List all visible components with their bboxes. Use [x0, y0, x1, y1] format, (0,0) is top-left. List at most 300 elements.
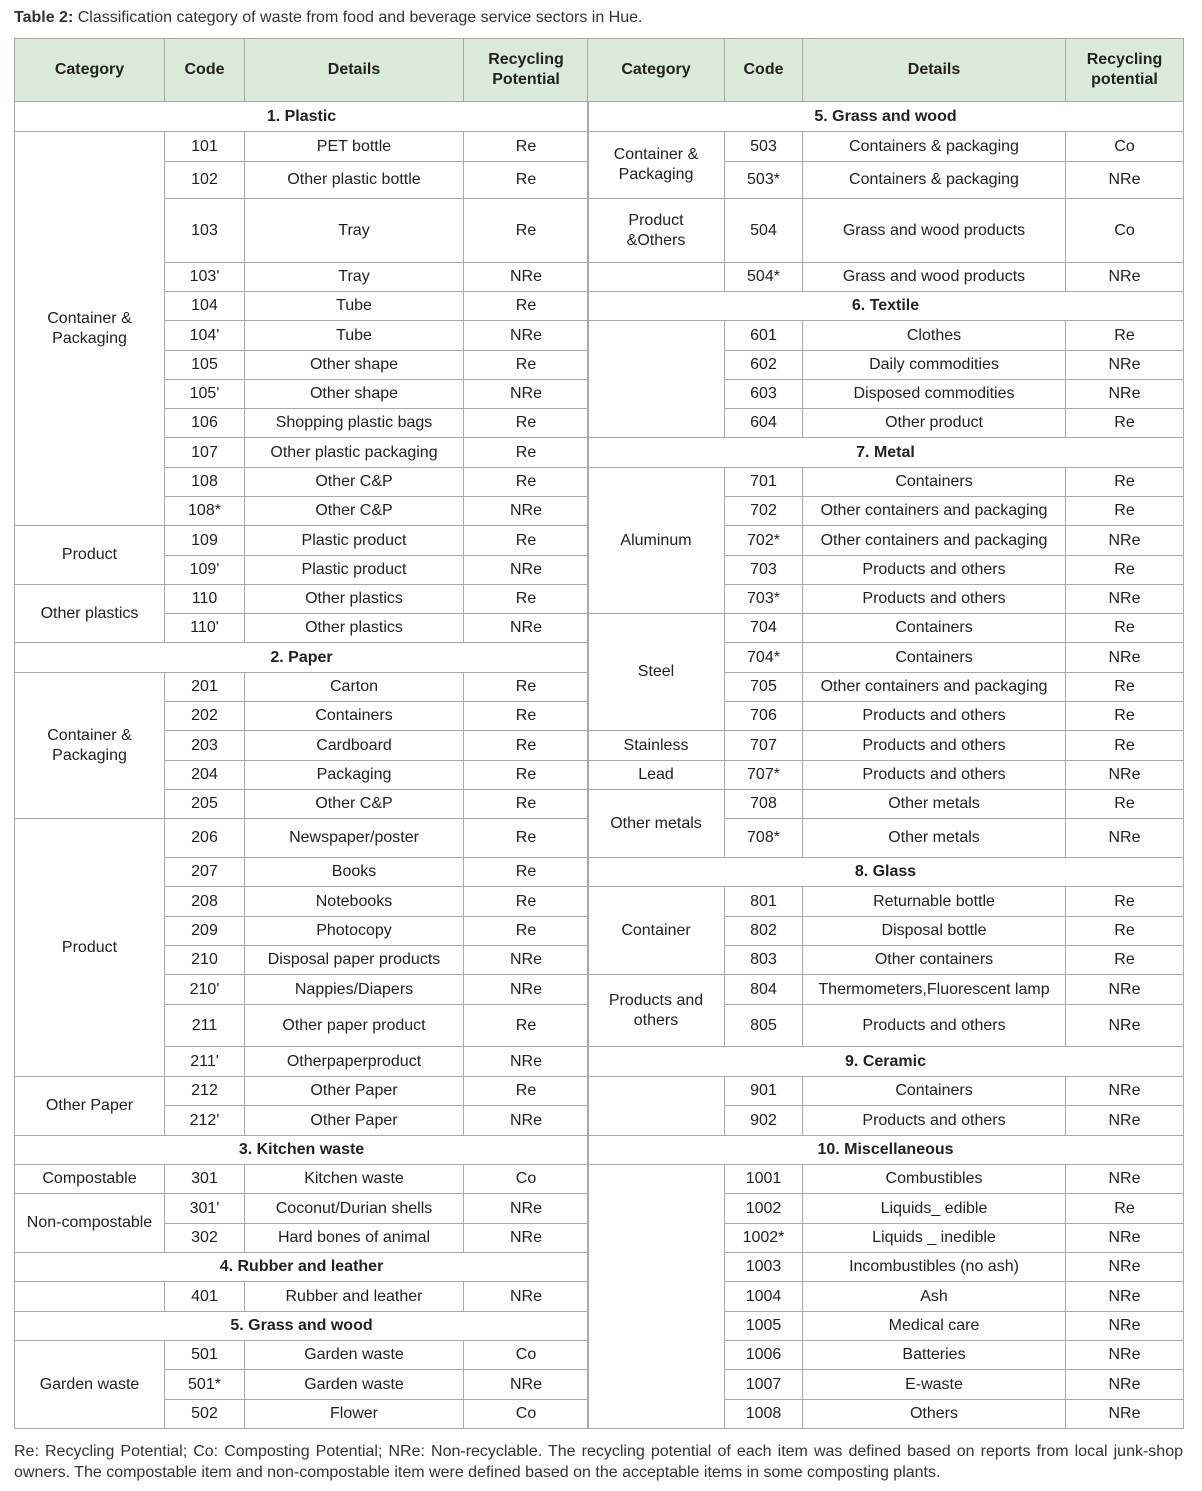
- code-cell: 211: [165, 1005, 245, 1047]
- potential-cell: NRe: [1066, 162, 1184, 199]
- details-cell: Other shape: [245, 351, 464, 380]
- code-cell: 1005: [725, 1312, 803, 1341]
- code-cell: 108: [165, 468, 245, 497]
- code-cell: 803: [725, 946, 803, 975]
- potential-cell: Re: [1066, 673, 1184, 702]
- potential-cell: NRe: [1066, 263, 1184, 292]
- code-cell: 707: [725, 731, 803, 761]
- potential-cell: Co: [1066, 199, 1184, 263]
- section-row: [588, 1047, 1184, 1077]
- potential-cell: Re: [464, 162, 589, 199]
- details-cell: Combustibles: [803, 1165, 1066, 1194]
- code-cell: 105': [165, 380, 245, 409]
- details-cell: Packaging: [245, 761, 464, 790]
- potential-cell: Re: [1066, 887, 1184, 917]
- details-cell: Grass and wood products: [803, 199, 1066, 263]
- details-cell: Medical care: [803, 1312, 1066, 1341]
- code-cell: 301: [165, 1165, 245, 1194]
- details-cell: Otherpaperproduct: [245, 1047, 464, 1077]
- potential-cell: NRe: [464, 614, 589, 643]
- code-cell: 210': [165, 975, 245, 1005]
- details-cell: Products and others: [803, 556, 1066, 585]
- potential-cell: Re: [464, 351, 589, 380]
- potential-cell: NRe: [464, 975, 589, 1005]
- potential-cell: Re: [464, 199, 589, 263]
- details-cell: Thermometers,Fluorescent lamp: [803, 975, 1066, 1005]
- category-cell: Lead: [588, 761, 725, 790]
- details-cell: Incombustibles (no ash): [803, 1253, 1066, 1282]
- table-row: [588, 761, 1184, 790]
- potential-cell: Co: [464, 1400, 589, 1429]
- details-cell: Tray: [245, 263, 464, 292]
- code-cell: 103: [165, 199, 245, 263]
- code-cell: 802: [725, 917, 803, 946]
- section-row: [588, 438, 1184, 468]
- potential-cell: Re: [1066, 321, 1184, 351]
- table-row: [15, 673, 589, 702]
- potential-cell: Co: [464, 1165, 589, 1194]
- details-cell: Rubber and leather: [245, 1282, 464, 1312]
- details-cell: Other plastic bottle: [245, 162, 464, 199]
- code-cell: 103': [165, 263, 245, 292]
- potential-cell: Re: [464, 887, 589, 917]
- details-cell: Hard bones of animal: [245, 1224, 464, 1253]
- section-row: [15, 102, 589, 132]
- code-cell: 203: [165, 731, 245, 761]
- table-row: [15, 1282, 589, 1312]
- details-cell: Batteries: [803, 1341, 1066, 1370]
- section-title: 5. Grass and wood: [15, 1312, 589, 1341]
- potential-cell: NRe: [1066, 1400, 1184, 1429]
- details-cell: Ash: [803, 1282, 1066, 1312]
- code-cell: 105: [165, 351, 245, 380]
- table-row: [15, 1341, 589, 1370]
- code-cell: 603: [725, 380, 803, 409]
- potential-cell: Re: [1066, 946, 1184, 975]
- details-cell: Containers: [803, 1077, 1066, 1106]
- potential-cell: NRe: [464, 556, 589, 585]
- section-title: 5. Grass and wood: [588, 102, 1184, 132]
- code-cell: 110': [165, 614, 245, 643]
- details-cell: Other plastics: [245, 614, 464, 643]
- potential-cell: NRe: [1066, 819, 1184, 858]
- potential-cell: Co: [1066, 132, 1184, 162]
- potential-cell: NRe: [1066, 585, 1184, 614]
- potential-cell: Re: [464, 292, 589, 321]
- code-cell: 201: [165, 673, 245, 702]
- details-cell: Garden waste: [245, 1370, 464, 1400]
- potential-cell: Co: [464, 1341, 589, 1370]
- table-row: [588, 468, 1184, 497]
- potential-cell: Re: [464, 132, 589, 162]
- section-row: [15, 643, 589, 673]
- code-cell: 805: [725, 1005, 803, 1047]
- potential-cell: NRe: [464, 380, 589, 409]
- details-cell: E-waste: [803, 1370, 1066, 1400]
- details-cell: Plastic product: [245, 556, 464, 585]
- potential-cell: Re: [464, 917, 589, 946]
- code-cell: 1007: [725, 1370, 803, 1400]
- details-cell: Other containers and packaging: [803, 497, 1066, 526]
- code-cell: 801: [725, 887, 803, 917]
- potential-cell: Re: [464, 702, 589, 731]
- code-cell: 104: [165, 292, 245, 321]
- section-title: 9. Ceramic: [588, 1047, 1184, 1077]
- details-cell: Daily commodities: [803, 351, 1066, 380]
- category-cell: Garden waste: [15, 1341, 165, 1429]
- code-cell: 804: [725, 975, 803, 1005]
- code-cell: 602: [725, 351, 803, 380]
- table-row: [588, 263, 1184, 292]
- code-cell: 702*: [725, 526, 803, 556]
- category-cell: [588, 263, 725, 292]
- section-row: [588, 858, 1184, 887]
- potential-cell: Re: [464, 819, 589, 858]
- code-cell: 209: [165, 917, 245, 946]
- details-cell: Liquids _ inedible: [803, 1224, 1066, 1253]
- details-cell: Newspaper/poster: [245, 819, 464, 858]
- potential-cell: NRe: [464, 263, 589, 292]
- details-cell: Plastic product: [245, 526, 464, 556]
- potential-cell: Re: [1066, 731, 1184, 761]
- potential-cell: NRe: [1066, 761, 1184, 790]
- section-title: 3. Kitchen waste: [15, 1136, 589, 1165]
- category-cell: Container & Packaging: [15, 132, 165, 526]
- category-cell: [588, 1165, 725, 1429]
- details-cell: Liquids_ edible: [803, 1194, 1066, 1224]
- potential-cell: NRe: [1066, 1165, 1184, 1194]
- potential-cell: Re: [464, 409, 589, 438]
- details-cell: Containers & packaging: [803, 162, 1066, 199]
- category-cell: Aluminum: [588, 468, 725, 614]
- section-row: [15, 1136, 589, 1165]
- right-table: [587, 38, 1184, 1429]
- details-cell: Containers: [803, 468, 1066, 497]
- potential-cell: NRe: [1066, 526, 1184, 556]
- potential-cell: NRe: [1066, 1341, 1184, 1370]
- code-cell: 108*: [165, 497, 245, 526]
- details-cell: Others: [803, 1400, 1066, 1429]
- potential-cell: Re: [1066, 556, 1184, 585]
- details-cell: Other shape: [245, 380, 464, 409]
- details-cell: Carton: [245, 673, 464, 702]
- section-row: [588, 1136, 1184, 1165]
- table-row: [15, 585, 589, 614]
- category-cell: [588, 321, 725, 438]
- potential-cell: NRe: [464, 1047, 589, 1077]
- potential-cell: Re: [1066, 409, 1184, 438]
- potential-cell: Re: [464, 731, 589, 761]
- potential-cell: NRe: [464, 946, 589, 975]
- caption-text: Classification category of waste from food and beverage service sectors in Hue.: [77, 9, 643, 26]
- potential-cell: Re: [1066, 790, 1184, 819]
- header-recycling-potential: Recycling potential: [1066, 39, 1184, 102]
- potential-cell: NRe: [464, 1194, 589, 1224]
- potential-cell: Re: [1066, 614, 1184, 643]
- code-cell: 504: [725, 199, 803, 263]
- details-cell: Containers & packaging: [803, 132, 1066, 162]
- header-details: Details: [803, 39, 1066, 102]
- details-cell: Other containers and packaging: [803, 526, 1066, 556]
- potential-cell: Re: [464, 673, 589, 702]
- code-cell: 207: [165, 858, 245, 887]
- details-cell: Garden waste: [245, 1341, 464, 1370]
- code-cell: 1006: [725, 1341, 803, 1370]
- table-row: [588, 132, 1184, 162]
- details-cell: Other C&P: [245, 468, 464, 497]
- header-row: [588, 39, 1184, 102]
- code-cell: 107: [165, 438, 245, 468]
- potential-cell: Re: [1066, 468, 1184, 497]
- details-cell: Disposed commodities: [803, 380, 1066, 409]
- left-table: [14, 38, 589, 1429]
- category-cell: Stainless: [588, 731, 725, 761]
- details-cell: Returnable bottle: [803, 887, 1066, 917]
- code-cell: 703*: [725, 585, 803, 614]
- header-category: Category: [15, 39, 165, 102]
- details-cell: Other Paper: [245, 1106, 464, 1136]
- code-cell: 601: [725, 321, 803, 351]
- details-cell: Clothes: [803, 321, 1066, 351]
- category-cell: Products and others: [588, 975, 725, 1047]
- table-row: [588, 614, 1184, 643]
- details-cell: Products and others: [803, 1005, 1066, 1047]
- header-row: [15, 39, 589, 102]
- potential-cell: NRe: [1066, 1370, 1184, 1400]
- potential-cell: NRe: [464, 321, 589, 351]
- category-cell: [15, 1282, 165, 1312]
- code-cell: 212: [165, 1077, 245, 1106]
- code-cell: 706: [725, 702, 803, 731]
- details-cell: Nappies/Diapers: [245, 975, 464, 1005]
- details-cell: Products and others: [803, 702, 1066, 731]
- potential-cell: NRe: [1066, 1312, 1184, 1341]
- code-cell: 703: [725, 556, 803, 585]
- header-category: Category: [588, 39, 725, 102]
- table-caption: [14, 9, 642, 27]
- code-cell: 604: [725, 409, 803, 438]
- code-cell: 902: [725, 1106, 803, 1136]
- potential-cell: NRe: [1066, 1077, 1184, 1106]
- code-cell: 502: [165, 1400, 245, 1429]
- table-row: [15, 1194, 589, 1224]
- code-cell: 503*: [725, 162, 803, 199]
- section-row: [588, 292, 1184, 321]
- code-cell: 503: [725, 132, 803, 162]
- details-cell: Containers: [803, 643, 1066, 673]
- table-row: [588, 199, 1184, 263]
- potential-cell: Re: [464, 438, 589, 468]
- potential-cell: Re: [1066, 917, 1184, 946]
- header-recycling-potential: Recycling Potential: [464, 39, 589, 102]
- table-row: [15, 819, 589, 858]
- details-cell: Other metals: [803, 819, 1066, 858]
- category-cell: Product: [15, 819, 165, 1077]
- details-cell: Other containers and packaging: [803, 673, 1066, 702]
- section-title: 4. Rubber and leather: [15, 1253, 589, 1282]
- potential-cell: Re: [464, 468, 589, 497]
- details-cell: Tube: [245, 321, 464, 351]
- details-cell: Disposal bottle: [803, 917, 1066, 946]
- category-cell: Compostable: [15, 1165, 165, 1194]
- code-cell: 1001: [725, 1165, 803, 1194]
- section-row: [15, 1312, 589, 1341]
- code-cell: 212': [165, 1106, 245, 1136]
- table-row: [15, 526, 589, 556]
- code-cell: 701: [725, 468, 803, 497]
- category-cell: [588, 1077, 725, 1136]
- potential-cell: NRe: [1066, 1253, 1184, 1282]
- details-cell: Other C&P: [245, 497, 464, 526]
- potential-cell: Re: [1066, 1194, 1184, 1224]
- code-cell: 401: [165, 1282, 245, 1312]
- code-cell: 109': [165, 556, 245, 585]
- section-title: 1. Plastic: [15, 102, 589, 132]
- details-cell: Other C&P: [245, 790, 464, 819]
- potential-cell: NRe: [464, 1370, 589, 1400]
- potential-cell: Re: [464, 585, 589, 614]
- details-cell: Books: [245, 858, 464, 887]
- code-cell: 1003: [725, 1253, 803, 1282]
- details-cell: Tray: [245, 199, 464, 263]
- table-footnote: Re: Recycling Potential; Co: Composting Potential; NRe: Non-recyclable. The recycling potential of each item was defined based on reports from local junk-shop owners. The compostable item and non-compostable item were defined based on the acceptable items in some composting plants.: [14, 1443, 1183, 1481]
- potential-cell: Re: [464, 858, 589, 887]
- section-title: 7. Metal: [588, 438, 1184, 468]
- details-cell: Other product: [803, 409, 1066, 438]
- table-row: [588, 731, 1184, 761]
- potential-cell: NRe: [1066, 1106, 1184, 1136]
- category-cell: Container & Packaging: [588, 132, 725, 199]
- details-cell: Coconut/Durian shells: [245, 1194, 464, 1224]
- table-row: [588, 321, 1184, 351]
- details-cell: Products and others: [803, 761, 1066, 790]
- details-cell: Other Paper: [245, 1077, 464, 1106]
- table-row: [15, 1165, 589, 1194]
- details-cell: Shopping plastic bags: [245, 409, 464, 438]
- code-cell: 301': [165, 1194, 245, 1224]
- code-cell: 901: [725, 1077, 803, 1106]
- header-code: Code: [165, 39, 245, 102]
- potential-cell: Re: [464, 1077, 589, 1106]
- details-cell: Other containers: [803, 946, 1066, 975]
- potential-cell: Re: [1066, 702, 1184, 731]
- details-cell: Other paper product: [245, 1005, 464, 1047]
- category-cell: Other Paper: [15, 1077, 165, 1136]
- category-cell: Container & Packaging: [15, 673, 165, 819]
- table-row: [588, 975, 1184, 1005]
- code-cell: 205: [165, 790, 245, 819]
- code-cell: 702: [725, 497, 803, 526]
- code-cell: 110: [165, 585, 245, 614]
- section-title: 10. Miscellaneous: [588, 1136, 1184, 1165]
- code-cell: 1002*: [725, 1224, 803, 1253]
- code-cell: 1008: [725, 1400, 803, 1429]
- details-cell: PET bottle: [245, 132, 464, 162]
- code-cell: 501*: [165, 1370, 245, 1400]
- details-cell: Containers: [245, 702, 464, 731]
- code-cell: 211': [165, 1047, 245, 1077]
- code-cell: 501: [165, 1341, 245, 1370]
- potential-cell: NRe: [464, 1224, 589, 1253]
- header-details: Details: [245, 39, 464, 102]
- details-cell: Tube: [245, 292, 464, 321]
- code-cell: 302: [165, 1224, 245, 1253]
- code-cell: 705: [725, 673, 803, 702]
- category-cell: Product: [15, 526, 165, 585]
- potential-cell: NRe: [1066, 351, 1184, 380]
- code-cell: 102: [165, 162, 245, 199]
- section-row: [15, 1253, 589, 1282]
- details-cell: Other metals: [803, 790, 1066, 819]
- code-cell: 109: [165, 526, 245, 556]
- details-cell: Grass and wood products: [803, 263, 1066, 292]
- code-cell: 704*: [725, 643, 803, 673]
- code-cell: 101: [165, 132, 245, 162]
- code-cell: 708: [725, 790, 803, 819]
- table-row: [588, 887, 1184, 917]
- caption-label: Table 2:: [14, 9, 74, 26]
- code-cell: 204: [165, 761, 245, 790]
- details-cell: Kitchen waste: [245, 1165, 464, 1194]
- table-row: [15, 132, 589, 162]
- details-cell: Flower: [245, 1400, 464, 1429]
- code-cell: 707*: [725, 761, 803, 790]
- code-cell: 206: [165, 819, 245, 858]
- details-cell: Disposal paper products: [245, 946, 464, 975]
- details-cell: Other plastics: [245, 585, 464, 614]
- potential-cell: Re: [464, 761, 589, 790]
- code-cell: 202: [165, 702, 245, 731]
- potential-cell: NRe: [464, 1106, 589, 1136]
- table-row: [588, 1165, 1184, 1194]
- potential-cell: Re: [1066, 497, 1184, 526]
- category-cell: Steel: [588, 614, 725, 731]
- code-cell: 1004: [725, 1282, 803, 1312]
- code-cell: 704: [725, 614, 803, 643]
- category-cell: Container: [588, 887, 725, 975]
- code-cell: 106: [165, 409, 245, 438]
- details-cell: Notebooks: [245, 887, 464, 917]
- potential-cell: Re: [464, 526, 589, 556]
- section-title: 8. Glass: [588, 858, 1184, 887]
- potential-cell: NRe: [464, 497, 589, 526]
- section-title: 2. Paper: [15, 643, 589, 673]
- category-cell: Product &Others: [588, 199, 725, 263]
- code-cell: 104': [165, 321, 245, 351]
- table-row: [588, 1077, 1184, 1106]
- potential-cell: Re: [464, 1005, 589, 1047]
- table-row: [588, 790, 1184, 819]
- details-cell: Photocopy: [245, 917, 464, 946]
- category-cell: Non-compostable: [15, 1194, 165, 1253]
- potential-cell: NRe: [1066, 975, 1184, 1005]
- potential-cell: NRe: [1066, 643, 1184, 673]
- potential-cell: NRe: [464, 1282, 589, 1312]
- code-cell: 208: [165, 887, 245, 917]
- code-cell: 504*: [725, 263, 803, 292]
- table-row: [15, 1077, 589, 1106]
- header-code: Code: [725, 39, 803, 102]
- code-cell: 210: [165, 946, 245, 975]
- details-cell: Products and others: [803, 1106, 1066, 1136]
- code-cell: 708*: [725, 819, 803, 858]
- potential-cell: NRe: [1066, 380, 1184, 409]
- details-cell: Other plastic packaging: [245, 438, 464, 468]
- details-cell: Containers: [803, 614, 1066, 643]
- details-cell: Products and others: [803, 585, 1066, 614]
- details-cell: Cardboard: [245, 731, 464, 761]
- potential-cell: NRe: [1066, 1282, 1184, 1312]
